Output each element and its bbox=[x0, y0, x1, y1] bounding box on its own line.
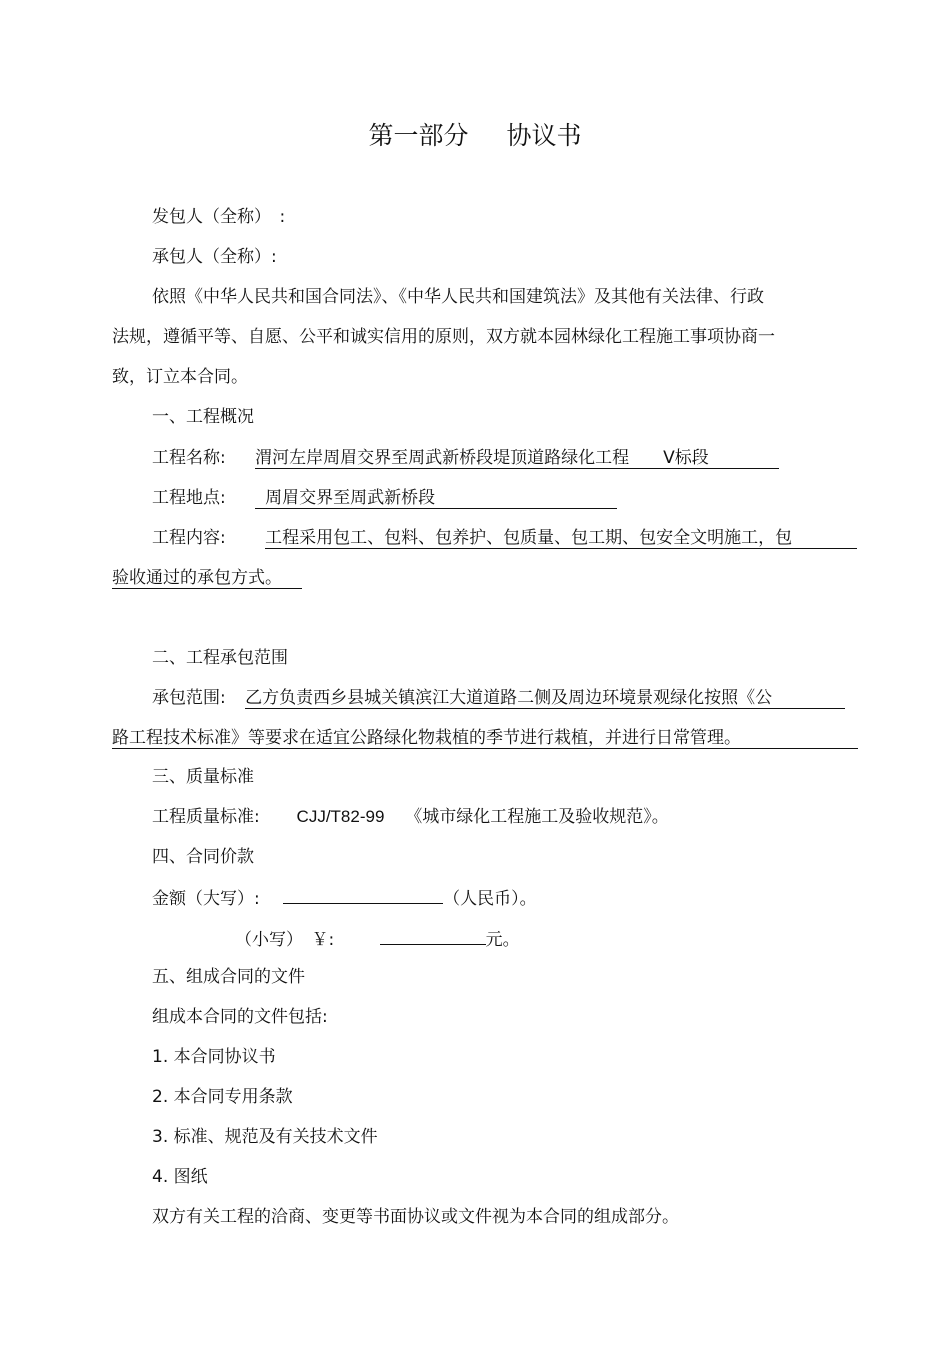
amount-lower-row bbox=[235, 926, 520, 952]
amount-upper-row bbox=[152, 885, 537, 911]
document-item-3: 3. 标准、规范及有关技术文件 bbox=[152, 1127, 378, 1147]
contractor-line: 承包人（全称）: bbox=[152, 247, 277, 267]
scope-value-1: 乙方负责西乡县城关镇滨江大道道路二侧及周边环境景观绿化按照《公 bbox=[245, 688, 845, 709]
document-item-4: 4. 图纸 bbox=[152, 1167, 208, 1187]
title-part: 第一部分 bbox=[368, 121, 469, 150]
employer-line: 发包人（全称） : bbox=[152, 207, 286, 227]
amount-upper-label: 金额（大写）: bbox=[152, 889, 260, 909]
document-item-2: 2. 本合同专用条款 bbox=[152, 1087, 293, 1107]
section-2-heading: 二、工程承包范围 bbox=[152, 648, 288, 668]
scope-row bbox=[152, 686, 845, 710]
section-3-heading: 三、质量标准 bbox=[152, 767, 254, 787]
page-title bbox=[0, 118, 950, 154]
project-location-label: 工程地点: bbox=[152, 488, 226, 508]
project-content-label: 工程内容: bbox=[152, 528, 226, 548]
preamble-line-1: 依照《中华人民共和国合同法》、《中华人民共和国建筑法》及其他有关法律、行政 bbox=[152, 287, 764, 307]
project-content-row-2 bbox=[112, 566, 302, 590]
amount-lower-suffix: 元。 bbox=[485, 930, 520, 950]
scope-label: 承包范围: bbox=[152, 688, 226, 708]
title-name: 协议书 bbox=[506, 121, 582, 150]
scope-row-2 bbox=[112, 726, 858, 750]
project-content-value-1: 工程采用包工、包料、包养护、包质量、包工期、包安全文明施工，包 bbox=[265, 528, 857, 549]
amount-lower-label: （小写） ￥: bbox=[235, 930, 335, 950]
preamble-line-3: 致，订立本合同。 bbox=[112, 367, 248, 387]
project-location-row bbox=[152, 486, 617, 510]
project-content-row bbox=[152, 526, 857, 550]
section-4-heading: 四、合同价款 bbox=[152, 847, 254, 867]
quality-row bbox=[152, 805, 669, 829]
section-1-heading: 一、工程概况 bbox=[152, 407, 254, 427]
project-name-row bbox=[152, 446, 779, 470]
project-name-label: 工程名称: bbox=[152, 448, 226, 468]
documents-intro: 组成本合同的文件包括: bbox=[152, 1007, 328, 1027]
scope-value-2: 路工程技术标准》等要求在适宜公路绿化物栽植的季节进行栽植，并进行日常管理。 bbox=[112, 728, 858, 749]
project-name-value: 渭河左岸周眉交界至周武新桥段堤顶道路绿化工程 V标段 bbox=[255, 448, 779, 469]
project-content-value-2: 验收通过的承包方式。 bbox=[112, 568, 302, 589]
documents-closing: 双方有关工程的洽商、变更等书面协议或文件视为本合同的组成部分。 bbox=[152, 1207, 679, 1227]
quality-standard-name: 《城市绿化工程施工及验收规范》。 bbox=[405, 807, 669, 827]
project-location-value: 周眉交界至周武新桥段 bbox=[255, 488, 617, 509]
amount-upper-suffix: （人民币）。 bbox=[443, 889, 537, 909]
document-item-1: 1. 本合同协议书 bbox=[152, 1047, 276, 1067]
quality-code: CJJ/T82-99 bbox=[296, 807, 385, 826]
section-5-heading: 五、组成合同的文件 bbox=[152, 967, 305, 987]
amount-lower-blank bbox=[380, 926, 486, 945]
amount-upper-blank bbox=[283, 885, 443, 904]
quality-label: 工程质量标准: bbox=[152, 807, 260, 827]
preamble-line-2: 法规，遵循平等、自愿、公平和诚实信用的原则，双方就本园林绿化工程施工事项协商一 bbox=[112, 327, 775, 347]
